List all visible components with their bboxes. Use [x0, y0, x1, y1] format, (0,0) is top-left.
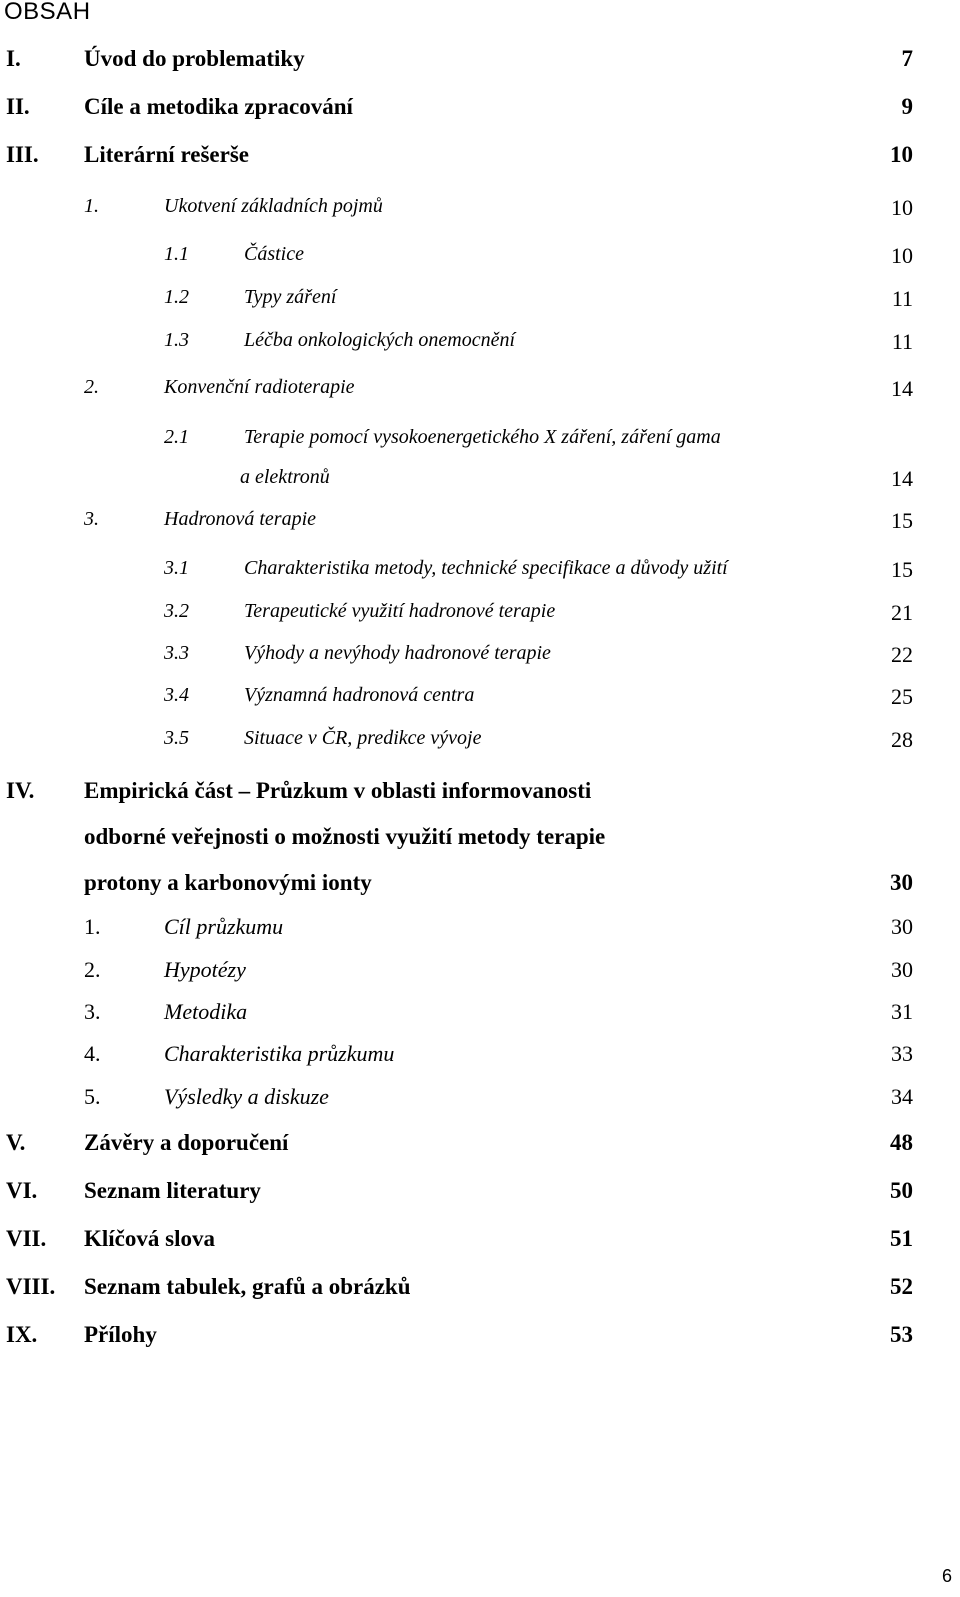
toc-title: Hadronová terapie: [164, 508, 317, 530]
toc-page: 31: [891, 999, 913, 1024]
toc-title: Terapie pomocí vysokoenergetického X záření, záření gama: [244, 426, 721, 448]
toc-number: 3.: [84, 999, 101, 1024]
toc-title: Metodika: [164, 999, 248, 1024]
toc-number: VI.: [6, 1178, 38, 1203]
toc-title: Léčba onkologických onemocnění: [244, 329, 516, 351]
toc-page: 50: [890, 1178, 913, 1203]
toc-title: Ukotvení základních pojmů: [164, 195, 383, 217]
toc-number: II.: [6, 94, 30, 119]
toc-title: protony a karbonovými ionty: [84, 870, 372, 895]
toc-page: 53: [890, 1322, 913, 1347]
toc-number: 4.: [84, 1041, 101, 1066]
toc-number: 3.4: [164, 684, 189, 706]
toc-title: Výhody a nevýhody hadronové terapie: [244, 642, 551, 664]
toc-number: 1.: [84, 195, 99, 217]
toc-number: III.: [6, 142, 39, 167]
toc-title: a elektronů: [240, 466, 330, 488]
toc-page: 30: [891, 957, 913, 982]
toc-number: 2.: [84, 957, 101, 982]
toc-page: 10: [891, 243, 913, 268]
toc-number: 2.1: [164, 426, 189, 448]
toc-title: Typy záření: [244, 286, 337, 308]
toc-title: Cíl průzkumu: [164, 914, 284, 939]
toc-number: 3.: [84, 508, 99, 530]
toc-page: 51: [890, 1226, 913, 1251]
toc-page: 15: [891, 557, 913, 582]
toc-title: Situace v ČR, predikce vývoje: [244, 727, 482, 749]
toc-page: 10: [890, 142, 913, 167]
toc-page: 52: [890, 1274, 913, 1299]
toc-number: 3.2: [164, 600, 189, 622]
toc-number: 5.: [84, 1084, 101, 1109]
toc-page: 9: [901, 94, 913, 119]
toc-page: 25: [891, 684, 913, 709]
toc-page: 48: [890, 1130, 913, 1155]
toc-page: 22: [891, 642, 913, 667]
toc-title: Hypotézy: [164, 957, 246, 982]
toc-title: Seznam literatury: [84, 1178, 261, 1203]
toc-page: 10: [891, 195, 913, 220]
toc-number: VII.: [6, 1226, 47, 1251]
page-number: 6: [941, 1566, 952, 1586]
toc-number: 1.1: [164, 243, 189, 265]
toc-title: Terapeutické využití hadronové terapie: [244, 600, 556, 622]
toc-page: 28: [891, 727, 913, 752]
toc-title: Významná hadronová centra: [244, 684, 475, 706]
toc-title: Seznam tabulek, grafů a obrázků: [84, 1274, 411, 1299]
toc-page: 14: [891, 466, 913, 491]
toc-number: 3.1: [164, 557, 189, 579]
toc-number: 3.3: [164, 642, 189, 664]
toc-title: Závěry a doporučení: [84, 1130, 289, 1155]
toc-page: 11: [891, 286, 913, 311]
toc-title: Výsledky a diskuze: [164, 1084, 329, 1109]
toc-page: 30: [891, 914, 913, 939]
toc-number: 2.: [84, 376, 99, 398]
toc-title: Cíle a metodika zpracování: [84, 94, 353, 119]
toc-page: 33: [891, 1041, 913, 1066]
toc-number: 1.3: [164, 329, 189, 351]
toc-heading: OBSAH: [4, 0, 91, 25]
toc-title: Charakteristika průzkumu: [164, 1041, 395, 1066]
toc-title: Přílohy: [84, 1322, 157, 1347]
toc-title: odborné veřejnosti o možnosti využití metody terapie: [84, 824, 606, 849]
toc-page: 15: [891, 508, 913, 533]
toc-title: Literární rešerše: [84, 142, 249, 167]
toc-title: Úvod do problematiky: [84, 46, 305, 71]
toc-number: 1.: [84, 914, 101, 939]
toc-number: VIII.: [6, 1274, 56, 1299]
toc-title: Empirická část – Průzkum v oblasti informovanosti: [84, 778, 592, 803]
toc-number: 1.2: [164, 286, 189, 308]
toc-title: Charakteristika metody, technické specifikace a důvody užití: [244, 557, 728, 579]
toc-page: 7: [901, 46, 913, 71]
toc-title: Klíčová slova: [84, 1226, 215, 1251]
toc-number: IV.: [6, 778, 35, 803]
toc-number: IX.: [6, 1322, 38, 1347]
toc-number: V.: [6, 1130, 26, 1155]
toc-number: I.: [6, 46, 21, 71]
toc-number: 3.5: [164, 727, 189, 749]
toc-page: 14: [891, 376, 913, 401]
toc-title: Částice: [244, 243, 304, 265]
toc-page: 11: [891, 329, 913, 354]
toc-title: Konvenční radioterapie: [164, 376, 355, 398]
toc-page: 34: [891, 1084, 913, 1109]
toc-page: 21: [891, 600, 913, 625]
toc-page: 30: [890, 870, 913, 895]
